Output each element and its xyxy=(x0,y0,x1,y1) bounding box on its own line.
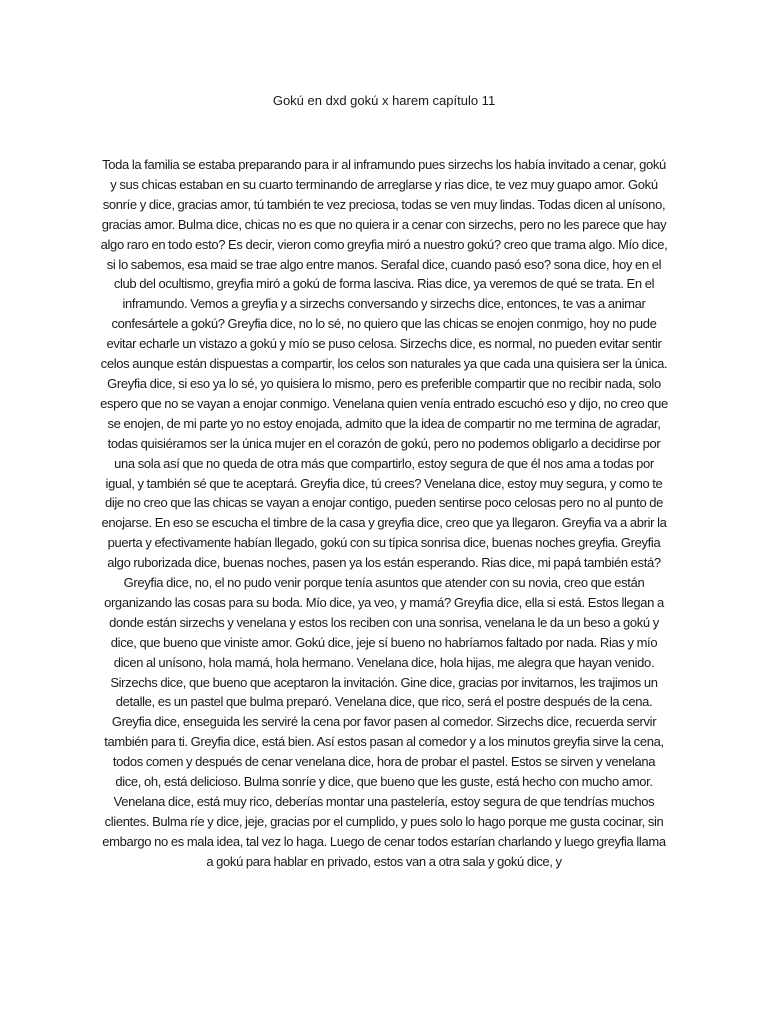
document-title: Gokú en dxd gokú x harem capítulo 11 xyxy=(272,93,496,108)
document-body-paragraph: Toda la familia se estaba preparando para ir al inframundo pues sirzechs los había invitado a cenar, gokú y sus chicas estaban en su cuarto terminando de arreglarse y rias dice, te vez muy guapo amor. Gokú sonríe y dice, gracias amor, tú también te vez preciosa, todas se ven muy lindas. Todas dicen al unísono, gracias amor. Bulma dice, chicas no es que no quiera ir a cenar con sirzechs, pero no les parece que hay algo raro en todo esto? Es decir, vieron como greyfia miró a nuestro gokú? creo que trama algo. Mío dice, si lo sabemos, esa maid se trae algo entre manos. Serafal dice, cuando pasó eso? sona dice, hoy en el club del ocultismo, greyfia miró a gokú de forma lasciva. Rias dice, ya veremos de qué se trata. En el inframundo. Vemos a greyfia y a sirzechs conversando y sirzechs dice, entonces, te vas a animar confesártele a gokú? Greyfia dice, no lo sé, no quiero que las chicas se enojen conmigo, hoy no pude evitar echarle un vistazo a gokú y mío se puso celosa. Sirzechs dice, es normal, no pueden evitar sentir celos aunque están dispuestas a compartir, los celos son naturales ya que cada una quisiera ser la única. Greyfia dice, si eso ya lo sé, yo quisiera lo mismo, pero es preferible compartir que no recibir nada, solo espero que no se vayan a enojar conmigo. Venelana quien venía entrado escuchó eso y dijo, no creo que se enojen, de mi parte yo no estoy enojada, admito que la idea de compartir no me termina de agradar, todas quisiéramos ser la única mujer en el corazón de gokú, pero no podemos obligarlo a decidirse por una sola así que no queda de otra más que compartirlo, estoy segura de que él nos ama a todas por igual, y también sé que te aceptará. Greyfia dice, tú crees? Venelana dice, estoy muy segura, y como te dije no creo que las chicas se vayan a enojar contigo, pueden sentirse poco celosas pero no al punto de enojarse. En eso se escucha el timbre de la casa y greyfia dice, creo que ya llegaron. Greyfia va a abrir la puerta y efectivamente habían llegado, gokú con su típica sonrisa dice, buenas noches greyfia. Greyfia algo ruborizada dice, buenas noches, pasen ya los están esperando. Rias dice, mi papá también está? Greyfia dice, no, el no pudo venir porque tenía asuntos que atender con su novia, creo que están organizando las cosas para su boda. Mío dice, ya veo, y mamá? Greyfia dice, ella si está. Estos llegan a donde están sirzechs y venelana y estos los reciben con una sonrisa, venelana le da un beso a gokú y dice, que bueno que viniste amor. Gokú dice, jeje sí bueno no habríamos faltado por nada. Rias y mío dicen al unísono, hola mamá, hola hermano. Venelana dice, hola hijas, me alegra que hayan venido. Sirzechs dice, que bueno que aceptaron la invitación. Gine dice, gracias por invitarnos, les trajimos un detalle, es un pastel que bulma preparó. Venelana dice, que rico, será el postre después de la cena. Greyfia dice, enseguida les serviré la cena por favor pasen al comedor. Sirzechs dice, recuerda servir también para ti. Greyfia dice, está bien. Así estos pasan al comedor y a los minutos greyfia sirve la cena, todos comen y después de cenar venelana dice, hora de probar el pastel. Estos se sirven y venelana dice, oh, está delicioso. Bulma sonríe y dice, que bueno que les guste, está hecho con mucho amor. Venelana dice, está muy rico, deberías montar una pastelería, estoy segura de que tendrías muchos clientes. Bulma ríe y dice, jeje, gracias por el cumplido, y pues solo lo hago porque me gusta cocinar, sin embargo no es mala idea, tal vez lo haga. Luego de cenar todos estarían charlando y luego greyfia llama a gokú para hablar en privado, estos van a otra sala y gokú dice, y xyxy=(100,157,668,869)
